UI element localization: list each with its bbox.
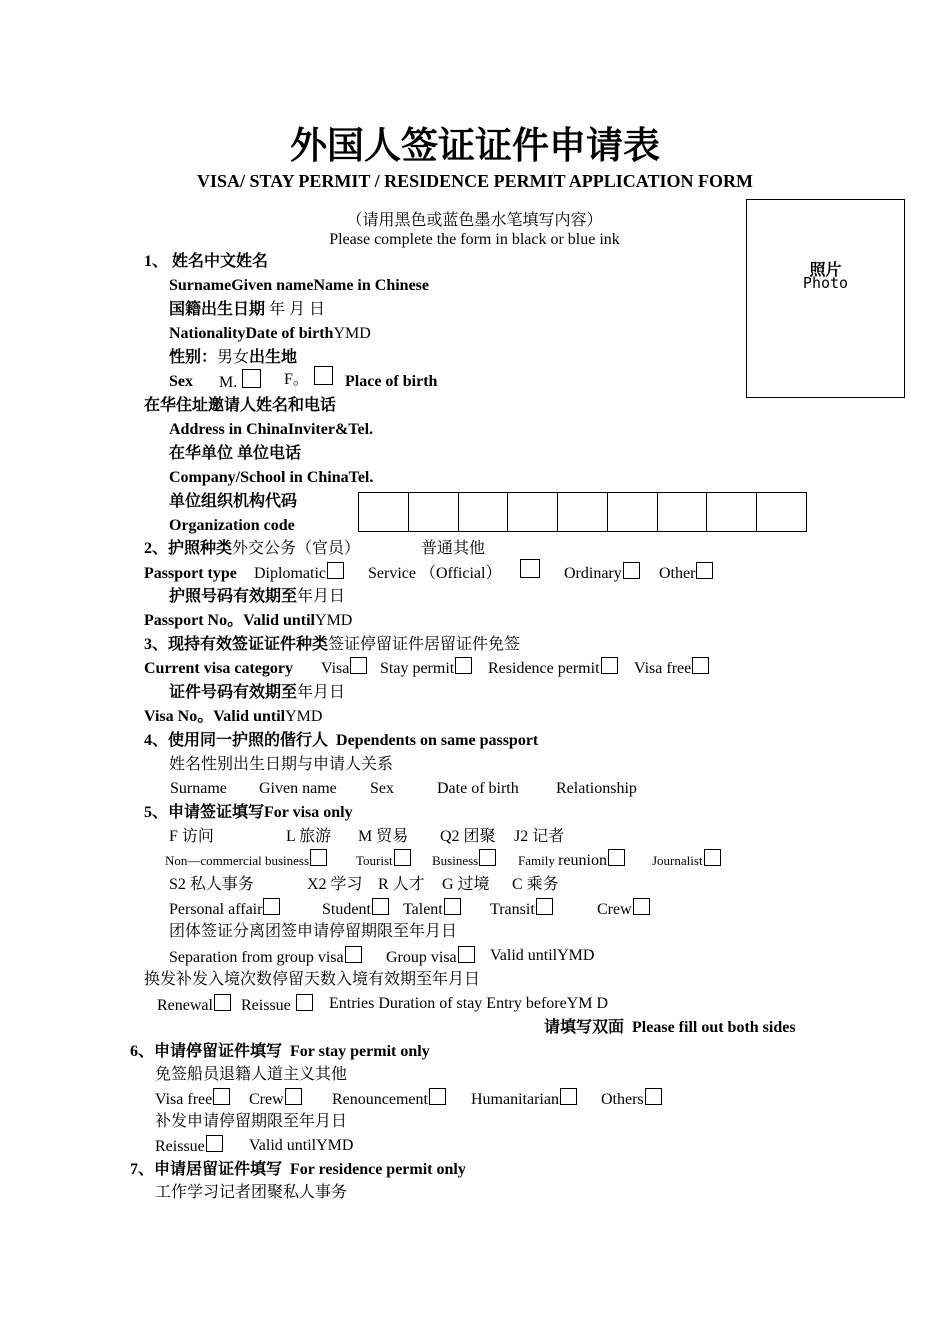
- org-code-cell[interactable]: [757, 493, 806, 531]
- visa-student-label: Student: [322, 901, 371, 918]
- passport-valid-units-chinese: 年月日: [297, 588, 346, 605]
- company-label-chinese: 在华单位 单位电话: [169, 445, 302, 462]
- sex-male-option[interactable]: [219, 369, 261, 392]
- passport-number-row-chinese: [169, 587, 345, 606]
- reissue-option[interactable]: [241, 994, 313, 1015]
- dependents-col-relationship: Relationship: [556, 780, 637, 797]
- visa-family-label-a: Family: [518, 853, 559, 868]
- current-visa-option[interactable]: [321, 657, 367, 678]
- current-residence-permit-option[interactable]: [488, 657, 618, 678]
- org-code-cell[interactable]: [558, 493, 608, 531]
- fill-both-sides-english: Please fill out both sides: [632, 1019, 796, 1036]
- entries-duration-label: Entries Duration of stay Entry beforeYM D: [329, 995, 609, 1012]
- stay-reissue-label: Reissue: [155, 1138, 205, 1155]
- visa-valid-units-english: YMD: [285, 708, 323, 725]
- current-visa-free-label: Visa free: [634, 660, 692, 677]
- renewal-label-chinese: 换发补发入境次数停留天数入境有效期至年月日: [144, 971, 481, 988]
- group-visa-label: Group visa: [386, 949, 457, 966]
- visa-number-label-chinese: 证件号码有效期至: [169, 684, 298, 701]
- visa-type-g: G 过境: [442, 876, 490, 893]
- nationality-row-chinese: [169, 300, 325, 319]
- current-visa-free-checkbox[interactable]: [692, 657, 709, 674]
- form-title-english: VISA/ STAY PERMIT / RESIDENCE PERMIT APPLICATION FORM: [197, 171, 753, 191]
- ink-note-english: Please complete the form in black or blue ink: [329, 231, 620, 248]
- visa-type-q2: Q2 团聚: [440, 828, 496, 845]
- visa-business-checkbox[interactable]: [479, 849, 496, 866]
- address-label-english: Address in ChinaInviter&Tel.: [169, 421, 374, 438]
- org-code-cell[interactable]: [658, 493, 708, 531]
- passport-number-label-chinese: 护照号码有效期至: [169, 588, 298, 605]
- stay-humanitarian-checkbox[interactable]: [560, 1088, 577, 1105]
- address-label-chinese: 在华住址邀请人姓名和电话: [144, 397, 337, 414]
- sex-label-chinese: 性别：: [169, 349, 218, 366]
- visa-type-x2: X2 学习: [307, 876, 363, 893]
- renewal-option[interactable]: [157, 994, 231, 1015]
- passport-valid-units-english: YMD: [315, 612, 353, 629]
- stay-visa-free-option[interactable]: [155, 1088, 230, 1109]
- renewal-label: Renewal: [157, 997, 213, 1014]
- visa-business-label: Business: [432, 853, 479, 868]
- dependents-heading-english: Dependents on same passport: [336, 732, 539, 749]
- visa-noncommercial-label: Non—commercial business: [165, 853, 310, 868]
- visa-personal-affair-label: Personal affair: [169, 901, 263, 918]
- photo-label-english: Photo: [802, 274, 849, 292]
- passport-service-checkbox[interactable]: [520, 559, 540, 578]
- org-code-grid: [358, 492, 807, 532]
- dependents-col-given-name: Given name: [259, 780, 337, 797]
- stay-renouncement-option[interactable]: [332, 1088, 446, 1109]
- passport-diplomatic-label: Diplomatic: [254, 565, 326, 582]
- stay-permit-heading: [130, 1042, 430, 1061]
- visa-journalist-checkbox[interactable]: [704, 849, 721, 866]
- fill-both-sides-chinese: 请填写双面: [544, 1019, 625, 1036]
- visa-student-option[interactable]: [322, 898, 389, 919]
- group-visa-checkbox[interactable]: [458, 946, 475, 963]
- visa-tourist-checkbox[interactable]: [394, 849, 411, 866]
- stay-reissue-label-chinese: 补发申请停留期限至年月日: [155, 1113, 348, 1130]
- passport-type-label-english: Passport type: [144, 565, 237, 582]
- fill-both-sides-note: [544, 1018, 796, 1037]
- birthplace-label-chinese: 出生地: [249, 349, 298, 366]
- org-code-cell[interactable]: [359, 493, 409, 531]
- visa-crew-option[interactable]: [597, 898, 650, 919]
- reissue-label: Reissue: [241, 997, 291, 1014]
- reissue-checkbox[interactable]: [296, 994, 313, 1011]
- dependents-heading-chinese: 4、使用同一护照的偕行人: [144, 732, 329, 749]
- visa-section-heading-english: For visa only: [264, 804, 353, 821]
- passport-number-row-english: [144, 611, 352, 630]
- passport-other-option[interactable]: [659, 562, 713, 583]
- visa-number-label-english: Visa No。Valid until: [144, 708, 286, 725]
- stay-visa-free-checkbox[interactable]: [213, 1088, 230, 1105]
- sex-female-label: F。: [284, 371, 309, 388]
- dependents-columns-chinese: 姓名性别出生日期与申请人关系: [169, 756, 394, 773]
- stay-crew-option[interactable]: [249, 1088, 302, 1109]
- stay-reissue-checkbox[interactable]: [206, 1135, 223, 1152]
- visa-business-option[interactable]: [432, 849, 496, 870]
- dependents-col-date-of-birth: Date of birth: [437, 780, 519, 797]
- visa-type-r: R 人才: [378, 876, 425, 893]
- visa-family-label-b: reunion: [558, 852, 607, 869]
- photo-box[interactable]: [746, 199, 905, 398]
- org-code-cell[interactable]: [409, 493, 459, 531]
- sex-row-chinese: [169, 348, 297, 367]
- org-code-cell[interactable]: [459, 493, 509, 531]
- birth-date-units-chinese: 年 月 日: [265, 301, 326, 318]
- sex-female-checkbox[interactable]: [314, 366, 333, 385]
- renewal-checkbox[interactable]: [214, 994, 231, 1011]
- residence-permit-options-chinese: 工作学习记者团聚私人事务: [155, 1184, 348, 1201]
- visa-crew-checkbox[interactable]: [633, 898, 650, 915]
- stay-others-option[interactable]: [601, 1088, 662, 1109]
- residence-permit-heading: [130, 1160, 466, 1179]
- visa-transit-label: Transit: [490, 901, 535, 918]
- current-visa-label-english: Current visa category: [144, 660, 293, 677]
- visa-type-j2: J2 记者: [514, 828, 565, 845]
- visa-student-checkbox[interactable]: [372, 898, 389, 915]
- visa-type-l: L 旅游: [286, 828, 332, 845]
- group-separation-option[interactable]: [169, 946, 362, 967]
- stay-renouncement-checkbox[interactable]: [429, 1088, 446, 1105]
- current-visa-free-option[interactable]: [634, 657, 709, 678]
- dependents-col-surname: Surname: [170, 780, 227, 797]
- stay-crew-label: Crew: [249, 1091, 284, 1108]
- group-separation-checkbox[interactable]: [345, 946, 362, 963]
- stay-valid-until: Valid untilYMD: [249, 1137, 354, 1154]
- visa-number-row-chinese: [169, 683, 345, 702]
- stay-permit-options-chinese: 免签船员退籍人道主义其他: [155, 1066, 348, 1083]
- sex-female-option[interactable]: [284, 366, 333, 389]
- current-visa-options-chinese: 签证停留证件居留证件免签: [328, 636, 521, 653]
- photo-label-chinese: 照片: [809, 262, 842, 279]
- org-code-cell[interactable]: [608, 493, 658, 531]
- org-code-label-english: Organization code: [169, 517, 295, 534]
- sex-male-label: M.: [219, 374, 238, 391]
- passport-type-options-chinese: 外交公务（官员）: [232, 540, 361, 557]
- name-label-chinese: 1、 姓名中文姓名: [144, 253, 269, 270]
- current-residence-permit-label: Residence permit: [488, 660, 600, 677]
- visa-journalist-label: Journalist: [652, 853, 703, 868]
- residence-permit-heading-english: For residence permit only: [290, 1161, 466, 1178]
- stay-humanitarian-label: Humanitarian: [471, 1091, 559, 1108]
- place-of-birth-label: Place of birth: [345, 373, 438, 390]
- passport-service-label: Service （Official）: [368, 565, 502, 582]
- dependents-heading: [144, 731, 538, 750]
- visa-tourist-option[interactable]: [356, 849, 411, 870]
- passport-type-label-chinese: 2、护照种类: [144, 540, 233, 557]
- stay-reissue-option[interactable]: [155, 1135, 223, 1156]
- form-title-chinese: 外国人签证证件申请表: [290, 123, 660, 167]
- visa-number-row-english: [144, 707, 322, 726]
- visa-type-s2: S2 私人事务: [169, 876, 254, 893]
- visa-family-option[interactable]: [518, 849, 625, 870]
- stay-visa-free-label: Visa free: [155, 1091, 213, 1108]
- passport-ordinary-option[interactable]: [564, 562, 640, 583]
- visa-type-f: F 访问: [169, 828, 214, 845]
- stay-others-label: Others: [601, 1091, 644, 1108]
- visa-type-m: M 贸易: [358, 828, 409, 845]
- sex-male-checkbox[interactable]: [242, 369, 261, 388]
- stay-permit-heading-english: For stay permit only: [290, 1043, 430, 1060]
- visa-transit-checkbox[interactable]: [536, 898, 553, 915]
- visa-journalist-option[interactable]: [652, 849, 721, 870]
- current-visa-row-chinese: [144, 635, 520, 654]
- nationality-label-english: NationalityDate of birth: [169, 325, 334, 342]
- passport-diplomatic-checkbox[interactable]: [327, 562, 344, 579]
- visa-family-checkbox[interactable]: [608, 849, 625, 866]
- passport-type-options-chinese-2: 普通其他: [421, 540, 486, 557]
- org-code-cell[interactable]: [707, 493, 757, 531]
- nationality-row-english: [169, 324, 371, 343]
- birth-date-units-english: YMD: [333, 325, 371, 342]
- group-valid-until: Valid untilYMD: [490, 947, 595, 964]
- visa-valid-units-chinese: 年月日: [297, 684, 346, 701]
- group-visa-option[interactable]: [386, 946, 475, 967]
- passport-other-checkbox[interactable]: [696, 562, 713, 579]
- nationality-label-chinese: 国籍出生日期: [169, 301, 266, 318]
- name-label-english: SurnameGiven nameName in Chinese: [169, 277, 429, 294]
- visa-personal-affair-checkbox[interactable]: [263, 898, 280, 915]
- visa-talent-option[interactable]: [403, 898, 461, 919]
- current-visa-label-chinese: 3、现持有效签证证件种类: [144, 636, 329, 653]
- current-stay-permit-label: Stay permit: [380, 660, 455, 677]
- stay-renouncement-label: Renouncement: [332, 1091, 428, 1108]
- visa-section-heading: [144, 803, 353, 822]
- passport-ordinary-label: Ordinary: [564, 565, 622, 582]
- sex-label-english: Sex: [169, 373, 193, 390]
- visa-tourist-label: Tourist: [356, 853, 393, 868]
- residence-permit-heading-chinese: 7、申请居留证件填写: [130, 1161, 283, 1178]
- current-visa-visa-checkbox[interactable]: [350, 657, 367, 674]
- visa-crew-label: Crew: [597, 901, 632, 918]
- visa-section-heading-chinese: 5、申请签证填写: [144, 804, 265, 821]
- ink-note-chinese: （请用黑色或蓝色墨水笔填写内容）: [346, 212, 603, 229]
- dependents-col-sex: Sex: [370, 780, 394, 797]
- visa-talent-label: Talent: [403, 901, 443, 918]
- visa-noncommercial-checkbox[interactable]: [310, 849, 327, 866]
- company-label-english: Company/School in ChinaTel.: [169, 469, 374, 486]
- passport-other-label: Other: [659, 565, 696, 582]
- group-visa-label-chinese: 团体签证分离团签申请停留期限至年月日: [169, 923, 458, 940]
- group-separation-label: Separation from group visa: [169, 949, 344, 966]
- current-stay-permit-option[interactable]: [380, 657, 472, 678]
- stay-crew-checkbox[interactable]: [285, 1088, 302, 1105]
- stay-others-checkbox[interactable]: [645, 1088, 662, 1105]
- passport-type-row-chinese: [144, 539, 360, 558]
- stay-humanitarian-option[interactable]: [471, 1088, 577, 1109]
- visa-personal-affair-option[interactable]: [169, 898, 280, 919]
- stay-permit-heading-chinese: 6、申请停留证件填写: [130, 1043, 283, 1060]
- org-code-cell[interactable]: [508, 493, 558, 531]
- current-residence-permit-checkbox[interactable]: [601, 657, 618, 674]
- passport-ordinary-checkbox[interactable]: [623, 562, 640, 579]
- visa-type-c: C 乘务: [512, 876, 559, 893]
- org-code-label-chinese: 单位组织机构代码: [169, 493, 298, 510]
- passport-number-label-english: Passport No。Valid until: [144, 612, 316, 629]
- passport-diplomatic-option[interactable]: [254, 562, 344, 583]
- sex-options-chinese: 男女: [217, 349, 250, 366]
- visa-talent-checkbox[interactable]: [444, 898, 461, 915]
- visa-transit-option[interactable]: [490, 898, 553, 919]
- visa-noncommercial-option[interactable]: [165, 849, 327, 870]
- current-stay-permit-checkbox[interactable]: [455, 657, 472, 674]
- current-visa-visa-label: Visa: [321, 660, 350, 677]
